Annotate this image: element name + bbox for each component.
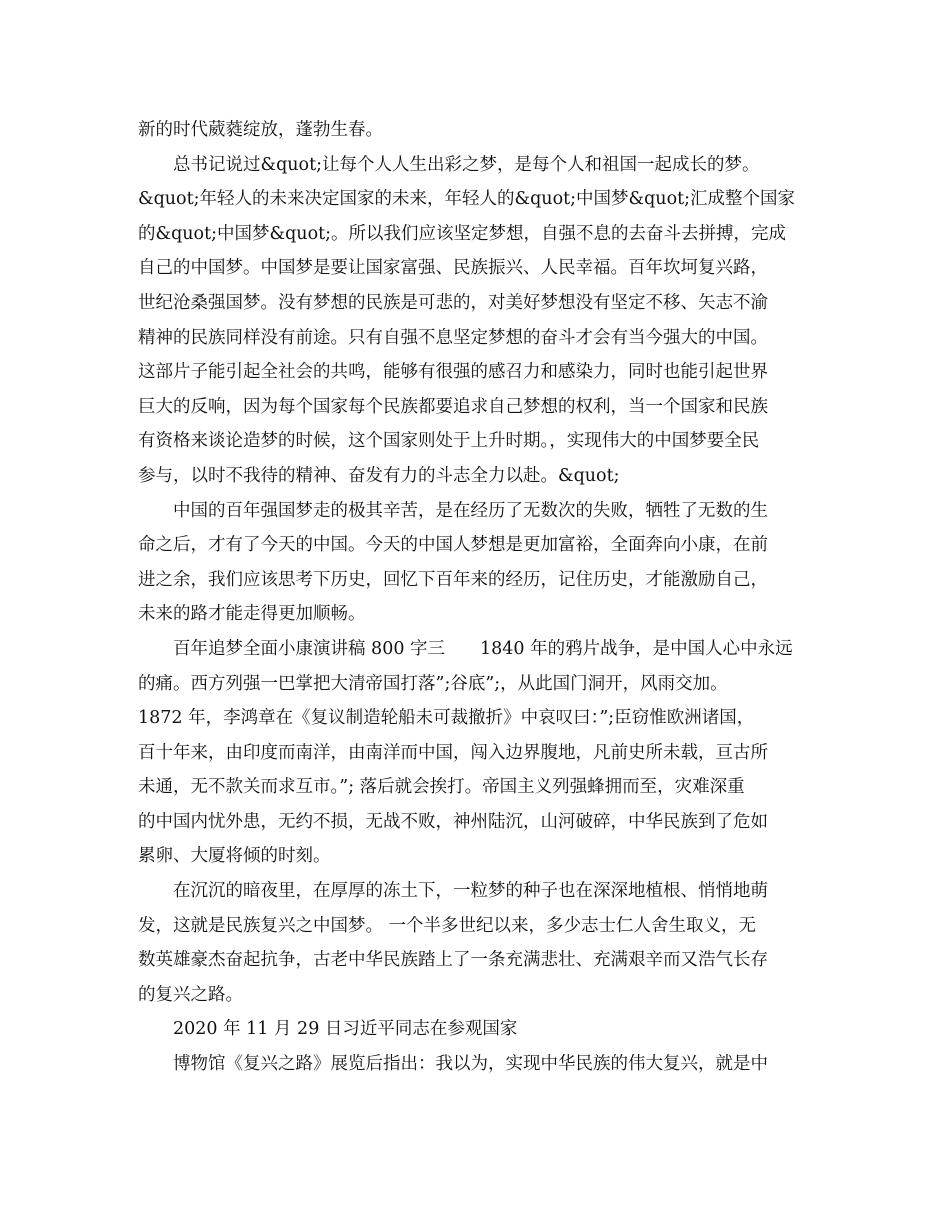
body-text [138, 113, 828, 1082]
text-line: 进之余，我们应该思考下历史，回忆下百年来的经历，记住历史，才能激励自己， [138, 569, 768, 590]
text-line: &quot;年轻人的未来决定国家的未来，年轻人的&quot;中国梦&quot;汇成整个国家 [138, 189, 796, 210]
text-line: 总书记说过&quot;让每个人人生出彩之梦，是每个人和祖国一起成长的梦。 [138, 154, 760, 175]
text-line: 未来的路才能走得更加顺畅。 [138, 604, 366, 625]
text-line: 发，这就是民族复兴之中国梦。 一个半多世纪以来，多少志士仁人舍生取义，无 [138, 915, 757, 936]
text-line: 中国的百年强国梦走的极其辛苦，是在经历了无数次的失败，牺牲了无数的生 [138, 500, 768, 521]
text-line: 命之后，才有了今天的中国。今天的中国人梦想是更加富裕，全面奔向小康，在前 [138, 535, 768, 556]
text-line: 数英雄豪杰奋起抗争，古老中华民族踏上了一条充满悲壮、充满艰辛而又浩气长存 [138, 950, 768, 971]
text-line: 参与，以时不我待的精神、奋发有力的斗志全力以赴。&quot; [138, 465, 620, 486]
text-line: 累卵、大厦将倾的时刻。 [138, 846, 331, 867]
text-line: 的复兴之路。 [138, 984, 243, 1005]
text-line: 的中国内忧外患，无约不损，无战不败，神州陆沉，山河破碎，中华民族到了危如 [138, 811, 768, 832]
text-line: 精神的民族同样没有前途。只有自强不息坚定梦想的奋斗才会有当今强大的中国。 [138, 327, 768, 348]
text-line: 未通，无不款关而求互市。”; 落后就会挨打。帝国主义列强蜂拥而至，灾难深重 [138, 777, 745, 798]
text-line: 新的时代葳蕤绽放，蓬勃生春。 [138, 120, 383, 140]
text-line: 1872 年，李鸿章在《复议制造轮船未可裁撤折》中哀叹曰：”;臣窃惟欧洲诸国， [138, 708, 755, 729]
text-line: 自己的中国梦。中国梦是要让国家富强、民族振兴、人民幸福。百年坎坷复兴路， [138, 258, 768, 279]
text-line: 有资格来谈论造梦的时候，这个国家则处于上升时期。，实现伟大的中国梦要全民 [138, 431, 760, 452]
text-line: 百年追梦全面小康演讲稿 800 字三 1840 年的鸦片战争，是中国人心中永远 [138, 638, 793, 659]
text-line: 的痛。西方列强一巴掌把大清帝国打落”;谷底”;，从此国门洞开，风雨交加。 [138, 673, 728, 694]
text-line: 2020 年 11 月 29 日习近平同志在参观国家 [138, 1019, 518, 1040]
text-line: 博物馆《复兴之路》展览后指出：我以为，实现中华民族的伟大复兴，就是中 [138, 1054, 768, 1075]
text-line: 的&quot;中国梦&quot;。所以我们应该坚定梦想，自强不息的去奋斗去拼搏，完成 [138, 223, 787, 244]
text-line: 这部片子能引起全社会的共鸣，能够有很强的感召力和感染力，同时也能引起世界 [138, 362, 768, 383]
text-line: 百十年来，由印度而南洋，由南洋而中国，闯入边界腹地，凡前史所未载，亘古所 [138, 742, 768, 763]
text-line: 巨大的反响，因为每个国家每个民族都要追求自己梦想的权利，当一个国家和民族 [138, 396, 768, 417]
text-line: 在沉沉的暗夜里，在厚厚的冻土下，一粒梦的种子也在深深地植根、悄悄地萌 [138, 881, 768, 902]
text-line: 世纪沧桑强国梦。没有梦想的民族是可悲的，对美好梦想没有坚定不移、矢志不渝 [138, 292, 768, 313]
